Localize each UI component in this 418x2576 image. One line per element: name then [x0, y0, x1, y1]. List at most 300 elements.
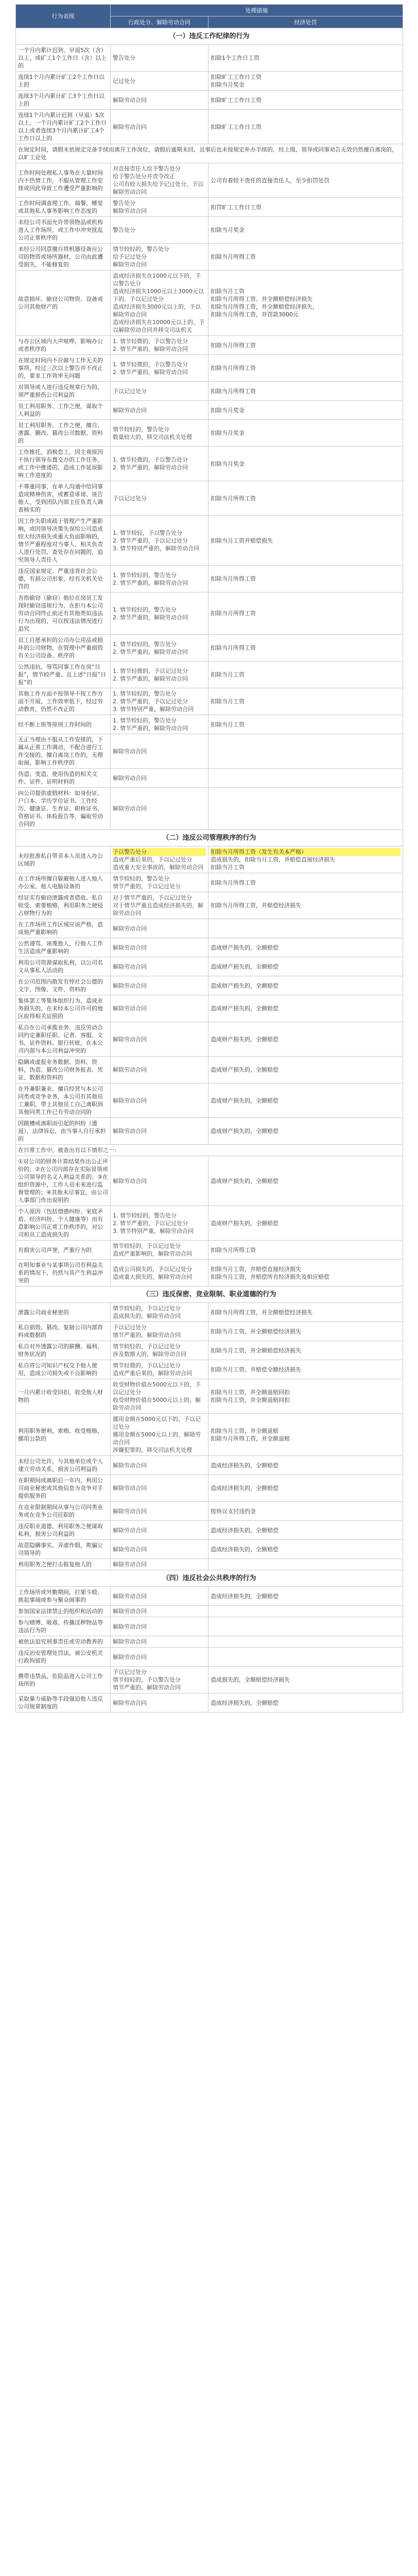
table-row	[16, 566, 403, 592]
economic-penalty-cell	[208, 1502, 403, 1521]
behavior-cell: 利用职务便利，索贿、收受贿赂，挪用公款的	[16, 1414, 111, 1456]
behavior-cell: 在日常工作中，被查出有以下情形之一：	[16, 1145, 403, 1156]
admin-measure-cell	[111, 447, 208, 481]
admin-measure-line: 1. 情节轻微的，予以警告处分	[113, 361, 188, 368]
section-title: （二）违反公司管理秩序的行为	[16, 830, 403, 846]
economic-penalty-cell	[208, 592, 403, 635]
economic-penalty-line: 扣罚旷工工作日工资	[211, 204, 262, 211]
economic-penalty-cell	[208, 873, 403, 892]
admin-measure-cell	[111, 635, 208, 662]
table-row	[16, 1475, 403, 1502]
economic-penalty-cell	[208, 1414, 403, 1456]
admin-measure-line: 记过处分	[113, 77, 135, 84]
economic-penalty-cell	[208, 976, 403, 995]
behavior-cell: 与办公区域内大声喧哗，影响办公或者秩序的	[16, 336, 111, 355]
table-row	[16, 592, 403, 635]
admin-measure-line: 2. 情节严重的，解除劳动合同	[113, 346, 188, 352]
admin-measure-cell	[111, 769, 208, 788]
economic-penalty-cell	[208, 1456, 403, 1475]
admin-measure-cell	[111, 1260, 208, 1286]
admin-measure-line: 予以记过处分	[113, 387, 147, 395]
behavior-cell: 一月内累计收受回扣，收受他人财物的	[16, 1379, 111, 1414]
table-row	[16, 1260, 403, 1286]
behavior-cell: 经证实有偷窃泄露或者借故、私自收受、索要贿赂，利用职务之便侵占财物行为的	[16, 892, 111, 919]
admin-measure-line: 3. 情节特别严重，解除劳动合同	[113, 1227, 194, 1234]
admin-measure-line: 造成重大损失的，解除劳动合同	[113, 1273, 192, 1280]
behavior-cell: 工作推托、消极怠工，因主观原因不执行领导布置交办的工作任务，或工作中推诿的，造成工作延误影响工作进度的	[16, 447, 111, 481]
economic-penalty-line: 扣除当月所得工资，并全额赔偿经济损失，	[211, 303, 318, 310]
economic-penalty-cell	[208, 957, 403, 976]
admin-measure-line: 对直接责任人给予警告处分	[113, 165, 181, 172]
table-row	[16, 734, 403, 769]
admin-measure-cell	[111, 1414, 208, 1456]
economic-penalty-line: 造成经济损失的，全额赔偿	[211, 1462, 278, 1469]
economic-penalty-line: 扣除当月工资，并全额退赔	[211, 1427, 278, 1434]
admin-measure-line: 解除劳动合同	[113, 1177, 147, 1184]
economic-penalty-cell	[208, 892, 403, 919]
admin-measure-cell	[111, 1206, 208, 1241]
admin-measure-line: 造成严重后果的，解除劳动合同	[113, 1370, 192, 1377]
admin-measure-line: 解除劳动合同	[113, 1066, 147, 1073]
behavior-cell: 连续3个月内累计矿工3个工作日以上的	[16, 91, 111, 110]
table-row	[16, 1456, 403, 1475]
admin-measure-line: 3. 情节特别严重，解除劳动合同	[113, 706, 194, 713]
admin-measure-cell	[111, 1693, 208, 1713]
table-row	[16, 481, 403, 516]
table-row	[16, 957, 403, 976]
behavior-cell: 在外兼职兼业、擅自经营与本公司同类或竞争业务，本公司有其他员工兼职，带上其他员工自己离职到其他同类工作已有劳动合同的	[16, 1083, 111, 1118]
table-row	[16, 270, 403, 336]
economic-penalty-line: 造成经济损失的，全额赔偿	[211, 1592, 278, 1600]
economic-penalty-line: 扣除当月所得工资，并全额赔偿经济损失	[211, 1309, 312, 1316]
economic-penalty-cell	[208, 91, 403, 110]
behavior-cell: 无正当理由不服从工作安排的，下属从正常工作调动，不配合进行工作交接的，擅自离岗工作的，无理取闹，影响工作秩序的	[16, 734, 111, 769]
behavior-cell: 在竞业限制期间从事与公司同类业务或在竞争公司任职的	[16, 1502, 111, 1521]
admin-measure-line: 解除劳动合同	[113, 1485, 147, 1492]
admin-measure-line: 情节较轻的，予以警告处分	[113, 1676, 181, 1683]
economic-penalty-cell	[208, 1648, 403, 1667]
table-row	[16, 1241, 403, 1260]
admin-measure-line: 解除劳动合同	[113, 1128, 147, 1134]
economic-penalty-cell	[208, 447, 403, 481]
section-heading-row	[16, 1286, 403, 1303]
table-row	[16, 1414, 403, 1456]
economic-penalty-line: 造成财产损失的，全额赔偿	[211, 1005, 278, 1012]
economic-penalty-cell	[208, 846, 403, 873]
table-row	[16, 1521, 403, 1540]
admin-measure-line: 造成公司损失的，予以记过处分	[113, 1265, 192, 1273]
behavior-cell: 公然谩骂、诬蔑他人，行他人工作生活造成严重影响的	[16, 938, 111, 957]
admin-measure-cell	[111, 1083, 208, 1118]
header-econ: 经济处罚	[208, 16, 403, 28]
economic-penalty-cell	[208, 1540, 403, 1559]
admin-measure-cell	[111, 45, 208, 72]
table-row	[16, 198, 403, 217]
admin-measure-line: 造成经济损失在1000元以下的，予以警告处分	[113, 273, 201, 287]
behavior-cell: 未经公司允许，与其他单位或个人建立劳动关系，损害公司利益的	[16, 1456, 111, 1475]
admin-measure-line: 造成严重影响的，解除劳动合同	[113, 1250, 192, 1257]
admin-measure-cell	[111, 1303, 208, 1322]
economic-penalty-cell	[208, 1303, 403, 1322]
admin-measure-cell	[111, 1540, 208, 1559]
table-row	[16, 217, 403, 244]
table-row	[16, 516, 403, 566]
behavior-cell: 私自将公司知识产权交予他人使用，造成公司损失或不良影响的	[16, 1360, 111, 1379]
admin-measure-line: 1. 情节较轻的，警告处分	[113, 1212, 177, 1219]
table-row	[16, 1502, 403, 1521]
table-row	[16, 45, 403, 72]
admin-measure-line: 2. 情节严重的，解除劳动合同	[113, 579, 188, 586]
admin-measure-cell	[111, 420, 208, 447]
behavior-cell: 在明知事业与某事项公司有利益关系的情况下，仍然与其产生利益冲突的	[16, 1260, 111, 1286]
admin-measure-line: 造成经济损失1000元以上3000元以下的，予以记过处分	[113, 288, 204, 302]
economic-penalty-line: 扣除当月工资	[211, 671, 245, 678]
admin-measure-line: 2. 情节严重的，解除劳动合同	[113, 725, 188, 732]
behavior-cell: 在规定时间，请假未依规定完备手续而离开工作岗位，请假后逾期未回，且事后也未按规定补办手续的，经上级、领导或同事劝告无效仍然擅自离岗的，以旷工论处	[16, 144, 403, 163]
behavior-cell: 私自对外透露公司的薪酬、福利、财务状况的	[16, 1341, 111, 1360]
table-row	[16, 995, 403, 1022]
admin-measure-cell	[111, 1636, 208, 1648]
behavior-cell: ①对公司的财务计算结果作出公正评价的；②在公司内部存在实际冒领或公司领导的名义人利益关系的；③在组织资源中，工作人员未来进行监督管理的；④其他未尽事宜，由公司人事部门作出说明的	[16, 1156, 111, 1206]
economic-penalty-cell	[208, 566, 403, 592]
behavior-cell: 工作场所或外勤期间，打架斗殴、挑起事端或参与聚众闹事的	[16, 1587, 111, 1606]
table-row	[16, 336, 403, 355]
admin-measure-line: 2. 情节严重的，解除劳动合同	[113, 464, 188, 471]
admin-measure-line: 解除劳动合同	[113, 1097, 147, 1104]
admin-measure-cell	[111, 995, 208, 1022]
admin-measure-line: 1. 情节较轻的，警告处分	[113, 690, 177, 697]
table-row	[16, 635, 403, 662]
behavior-cell: 未经公司同意擅自将机器设备应公司的物资或场所器材，公司由此遭受损失，不能修复的	[16, 244, 111, 270]
admin-measure-line: 情节严重的，予以记过处分	[113, 883, 181, 890]
admin-measure-cell	[111, 1617, 208, 1636]
behavior-cell: 采取暴力威胁等手段强迫他人违反公司规章制度的	[16, 1693, 111, 1713]
behavior-cell: 一个月内累计迟到、早退5次（含）以上，或矿工1个工作日（含）以上的	[16, 45, 111, 72]
economic-penalty-cell	[208, 1341, 403, 1360]
behavior-cell: 连续1个月内累计迟到（早退）5次以上，一个月内累计旷工2个工作日以上或者连续3个月内累计矿工4个工作日以上的	[16, 110, 111, 144]
table-row	[16, 1617, 403, 1636]
behavior-cell: 利用公司资源谋取私利，以公司名义从事私人活动的	[16, 957, 111, 976]
admin-measure-line: 解除劳动合同	[113, 925, 147, 932]
admin-measure-line: 情节严重的，解除劳动合同	[113, 1332, 181, 1338]
table-row	[16, 938, 403, 957]
economic-penalty-cell	[208, 516, 403, 566]
table-row	[16, 110, 403, 144]
admin-measure-cell	[111, 110, 208, 144]
behavior-cell: 违反职业道德，利用职务之便谋取私利，损害公司利益的	[16, 1521, 111, 1540]
section-heading-row	[16, 1570, 403, 1587]
economic-penalty-line: 扣除当月所得工资	[211, 1246, 256, 1253]
table-row	[16, 873, 403, 892]
table-row	[16, 788, 403, 830]
behavior-cell: 故意隐瞒事实、弄虚作假，欺骗公司领导的	[16, 1540, 111, 1559]
economic-penalty-line: 扣除当月奖金	[211, 460, 245, 467]
admin-measure-line: 予以记过处分	[113, 1669, 147, 1675]
economic-penalty-cell	[208, 1636, 403, 1648]
admin-measure-cell	[111, 1341, 208, 1360]
table-row	[16, 1057, 403, 1083]
economic-penalty-cell	[208, 1521, 403, 1540]
behavior-cell: 在规定时间内不应做与工作无关的事项，经过三次以上警告并不改正的，要求工作效率无问题	[16, 355, 111, 382]
behavior-cell: 吾指偷窃（偷窃）他位在岗员工发现时偷窃违规行为，在拒与本公司劳动合同终止前还有其他类似违法行为出现的，可以按违法情况进行追究	[16, 592, 111, 635]
behavior-cell: 对领导或人进行违反规章行为的，须严重损伤公司利益的	[16, 382, 111, 401]
behavior-cell: 被依法追究刑事责任或劳动教养的	[16, 1636, 111, 1648]
economic-penalty-line: 扣除当月工资，并赔偿直接经济损失	[211, 1265, 301, 1273]
behavior-cell: 公然违抗、辱骂同事工作在岗“日报”，情节较严重、且上述“日报”日报”的	[16, 662, 111, 688]
economic-penalty-cell	[208, 938, 403, 957]
behavior-cell: 工作时间调查理工作、瑞餐、睡觉或其他私人事务影响工作态度的	[16, 198, 111, 217]
admin-measure-cell	[111, 688, 208, 715]
behavior-cell: 在工作场所工作区域应该严格，造成他严重影响的	[16, 919, 111, 938]
table-row	[16, 1022, 403, 1057]
behavior-cell: 经不断上班等原则工作时间的	[16, 715, 111, 734]
economic-penalty-line: 扣除当月工资，并赔偿所有经济损失及相应赔偿	[211, 1273, 329, 1280]
admin-measure-line: 解除劳动合同	[113, 982, 147, 989]
behavior-cell: 未经公司书面允许带领物品或机构进入工作场所，或工作中冲突扰乱公司正常秩序的	[16, 217, 111, 244]
economic-penalty-cell	[208, 1475, 403, 1502]
admin-measure-line: 给予警告处分并责令改正	[113, 173, 175, 180]
economic-penalty-cell	[208, 244, 403, 270]
economic-penalty-line: 造成财产损失的，全额赔偿	[211, 982, 278, 989]
table-row	[16, 1606, 403, 1617]
table-row	[16, 1118, 403, 1145]
admin-measure-cell	[111, 938, 208, 957]
table-row	[16, 1636, 403, 1648]
economic-penalty-cell	[208, 1057, 403, 1083]
header-admin: 行政处分、解除劳动合同	[111, 16, 208, 28]
economic-penalty-cell	[208, 788, 403, 830]
economic-penalty-cell	[208, 420, 403, 447]
table-row	[16, 1145, 403, 1156]
economic-penalty-line: 扣除当月所得工资	[211, 365, 256, 371]
section-title: （一）违反工作纪律的行为	[16, 28, 403, 45]
behavior-cell: 违反治安管理处罚法，被公安机关行政拘留的	[16, 1648, 111, 1667]
economic-penalty-line: 扣除当月所得工资（发生有关本严格）	[211, 848, 400, 856]
table-row	[16, 401, 403, 420]
admin-measure-line: 解除劳动合同	[113, 774, 147, 782]
economic-penalty-line: 造成财产损失的，全额赔偿	[211, 963, 278, 970]
economic-penalty-cell	[208, 635, 403, 662]
economic-penalty-cell	[208, 1617, 403, 1636]
admin-measure-line: 造成经济损失3000元以上的，予以解除劳动合同	[113, 303, 201, 318]
economic-penalty-line: 造成财产损失的，全额赔偿	[211, 1128, 278, 1134]
table-row	[16, 1083, 403, 1118]
admin-measure-line: 1. 情节轻微的，予以记过处分	[113, 667, 188, 674]
admin-measure-line: 解除劳动合同	[113, 1592, 147, 1600]
economic-penalty-cell	[208, 1322, 403, 1341]
economic-penalty-line: 扣除当月工资并赔偿损失	[211, 537, 273, 544]
table-header	[16, 5, 403, 28]
table-row	[16, 1648, 403, 1667]
economic-penalty-cell	[208, 1606, 403, 1617]
economic-penalty-line: 扣除当月所得工资，并罚款3000元	[211, 311, 299, 318]
admin-measure-cell	[111, 1648, 208, 1667]
admin-measure-line: 1. 情节较轻的，警告处分	[113, 717, 177, 724]
economic-penalty-cell	[208, 1118, 403, 1145]
economic-penalty-line: 造成财产损失的，全额赔偿	[211, 1097, 278, 1104]
admin-measure-line: 对于情节严重的，予以记过处分	[113, 894, 192, 901]
admin-measure-cell	[111, 516, 208, 566]
section-heading-row	[16, 830, 403, 846]
economic-penalty-line: 造成经济损失的，全额赔偿	[211, 1485, 278, 1492]
admin-measure-line: 予以警告处分	[113, 848, 206, 856]
economic-penalty-cell	[208, 1693, 403, 1713]
admin-measure-line: 2. 情节严重的，解除劳动合同	[113, 368, 188, 376]
admin-measure-line: 1. 情节较轻的，警告处分	[113, 640, 177, 648]
admin-measure-line: 收受财物价值在5000元以下的，予以记过处分	[113, 1381, 201, 1396]
admin-measure-cell	[111, 336, 208, 355]
admin-measure-cell	[111, 1587, 208, 1606]
economic-penalty-line: 扣除当月所得工资	[211, 495, 256, 502]
admin-measure-cell	[111, 873, 208, 892]
behavior-cell: 隐瞒或虚报业务数据、资料、资料，伪造、篡改公司财务报表、凭证、数据和资料的	[16, 1057, 111, 1083]
table-row	[16, 244, 403, 270]
economic-penalty-line: 扣除当月工资	[211, 288, 245, 295]
economic-penalty-cell	[208, 1360, 403, 1379]
admin-measure-line: 解除劳动合同	[113, 96, 147, 104]
economic-penalty-cell	[208, 769, 403, 788]
admin-measure-cell	[111, 1667, 208, 1693]
admin-measure-cell	[111, 481, 208, 516]
economic-penalty-cell	[208, 217, 403, 244]
admin-measure-line: 1. 情节较轻的，警告处分	[113, 606, 177, 613]
table-row	[16, 688, 403, 715]
economic-penalty-line: 扣除当月奖金	[211, 227, 245, 233]
economic-penalty-cell	[208, 163, 403, 198]
economic-penalty-cell	[208, 715, 403, 734]
table-row	[16, 1206, 403, 1241]
admin-measure-line: 造成损失的，解除劳动合同	[113, 1313, 181, 1319]
admin-measure-line: 解除劳动合同	[113, 1507, 147, 1515]
admin-measure-cell	[111, 1456, 208, 1475]
behavior-cell: 私自销毁、篡改、复制公司内部资料或数据的	[16, 1322, 111, 1341]
admin-measure-line: 情节较轻的，警告处分	[113, 246, 169, 252]
admin-measure-cell	[111, 1559, 208, 1570]
header-measures: 处理措施	[111, 5, 403, 16]
table-row	[16, 1156, 403, 1206]
admin-measure-line: 1. 情节轻微的，予以警告处分	[113, 338, 188, 345]
admin-measure-line: 挪用金额在5000元以上的，解除劳动合同	[113, 1431, 201, 1446]
admin-measure-cell	[111, 355, 208, 382]
economic-penalty-line: 造成财产损失的，全额赔偿	[211, 1177, 278, 1184]
behavior-cell: 不尊重同事，在单人沟通中给同事造成精神伤害，或蓄意诽谤、诬告他人，受到团队内部主任负责人调查核实的	[16, 481, 111, 516]
admin-measure-cell	[111, 1322, 208, 1341]
economic-penalty-line: 扣除当月工资	[211, 721, 245, 728]
economic-penalty-cell	[208, 481, 403, 516]
admin-measure-line: 警告处分	[113, 200, 135, 207]
behavior-cell: 在职期间或离职后一年内，利用公司商业秘密或其他信息为竞争对手提供服务的	[16, 1475, 111, 1502]
admin-measure-cell	[111, 1521, 208, 1540]
economic-penalty-line: 扣除旷工工作日工资	[211, 123, 262, 130]
admin-measure-line: 2. 情节严重的，解除劳动合同	[113, 648, 188, 655]
economic-penalty-line: 扣除1个工作日工资	[211, 55, 259, 61]
economic-penalty-cell	[208, 1587, 403, 1606]
economic-penalty-line: 扣除当月所得工资	[211, 253, 256, 260]
economic-penalty-cell	[208, 382, 403, 401]
table-row	[16, 163, 403, 198]
economic-penalty-cell	[208, 1083, 403, 1118]
table-row	[16, 1360, 403, 1379]
economic-penalty-cell	[208, 1260, 403, 1286]
behavior-cell: 因工作失职或疏于管理产生严重影响，或因领导决策失误给公司造成较大经济损失或重大负面影响的，情节严重程度对当事人、相关负责人进行处罚，查处存在问题的，追究领导人责任人	[16, 516, 111, 566]
admin-measure-line: 予以记过处分	[113, 1324, 147, 1331]
behavior-cell: 员工利用职务、工作之便，谋取个人利益的	[16, 401, 111, 420]
admin-measure-cell	[111, 1606, 208, 1617]
table-row	[16, 420, 403, 447]
admin-measure-cell	[111, 1241, 208, 1260]
admin-measure-line: 情节轻微的，予以记过处分	[113, 1362, 181, 1369]
admin-measure-line: 2. 情节严重的，予以记过处分	[113, 698, 188, 705]
admin-measure-line: 1. 情节较轻，予以警告处分	[113, 529, 182, 536]
section-title: （三）违反保密、竞业限制、职业道德的行为	[16, 1286, 403, 1303]
admin-measure-line: 解除劳动合同	[113, 1561, 147, 1568]
economic-penalty-line: 造成财产损失的，全额赔偿	[211, 1036, 278, 1043]
table-row	[16, 1341, 403, 1360]
behavior-cell: 在公司范围内散发有悖社会公德的文字、图像、文件、资料的	[16, 976, 111, 995]
behavior-cell: 未经批准私自带非本人员进入办公区域的	[16, 846, 111, 873]
admin-measure-line: 数量较大的，移交司法机关处理	[113, 433, 192, 440]
behavior-cell: 集体罢工等集体组织行为，造成业务损失的，在未经本公司许可的地区取得相关证照的	[16, 995, 111, 1022]
behavior-cell: 故意损坏、偷窃公司物资、设备或公司其他财产的	[16, 270, 111, 336]
economic-penalty-line: 扣除当月奖金	[211, 81, 245, 88]
admin-measure-cell	[111, 1379, 208, 1414]
admin-measure-line: 公司有较大损失给予记过处分，予以解除劳动合同	[113, 181, 203, 195]
admin-measure-line: 情节较轻的，警告处分	[113, 875, 169, 882]
economic-penalty-cell	[208, 1022, 403, 1057]
admin-measure-line: 3. 情节特别严重的，解除劳动合同	[113, 545, 199, 552]
economic-penalty-line: 造成财产损失的，全额赔偿	[211, 1066, 278, 1073]
table-row	[16, 769, 403, 788]
admin-measure-cell	[111, 662, 208, 688]
admin-measure-line: 解除劳动合同	[113, 805, 147, 812]
admin-measure-line: 解除劳动合同	[113, 1653, 147, 1660]
admin-measure-line: 情节较轻的，予以记过处分	[113, 1305, 181, 1312]
economic-penalty-line: 造成损失的，全额赔偿经济损失	[211, 1676, 290, 1683]
admin-measure-cell	[111, 1022, 208, 1057]
admin-measure-line: 解除劳动合同	[113, 261, 147, 268]
admin-measure-line: 造成严重后果的，予以记过处分	[113, 856, 192, 863]
admin-measure-line: 收受财物价值在5000元以上的，解除劳动合同	[113, 1397, 201, 1411]
admin-measure-cell	[111, 401, 208, 420]
economic-penalty-line: 造成经济损失的，全额赔偿	[211, 1546, 278, 1553]
economic-penalty-cell	[208, 401, 403, 420]
economic-penalty-line: 扣除当月工资	[211, 864, 245, 871]
admin-measure-cell	[111, 1118, 208, 1145]
admin-measure-line: 2. 情节严重的，予以记过处分	[113, 1219, 188, 1227]
economic-penalty-line: 扣除当月工资，并全额退赔回扣	[211, 1389, 290, 1396]
admin-measure-line: 解除劳动合同	[113, 1638, 147, 1645]
admin-measure-line: 解除劳动合同	[113, 406, 147, 414]
admin-measure-line: 情节较轻的，予以记过处分	[113, 1243, 181, 1249]
table-body	[16, 28, 403, 1713]
table-row	[16, 1322, 403, 1341]
admin-measure-line: 解除劳动合同	[113, 1527, 147, 1534]
table-row	[16, 715, 403, 734]
behavior-cell: 连续1个月内累计矿工2个工作日以上的	[16, 72, 111, 91]
table-row	[16, 72, 403, 91]
economic-penalty-line: 造成损失的，扣除当月工资，并赔偿直接经济损失	[211, 856, 335, 863]
admin-measure-line: 造成重大安全事故的，解除劳动合同	[113, 864, 203, 871]
economic-penalty-cell	[208, 1156, 403, 1206]
admin-measure-cell	[111, 1475, 208, 1502]
behavior-cell: 泄露公司商业秘密的	[16, 1303, 111, 1322]
admin-measure-cell	[111, 163, 208, 198]
economic-penalty-cell	[208, 355, 403, 382]
table-row	[16, 1693, 403, 1713]
admin-measure-cell	[111, 244, 208, 270]
admin-measure-cell	[111, 592, 208, 635]
admin-measure-cell	[111, 91, 208, 110]
